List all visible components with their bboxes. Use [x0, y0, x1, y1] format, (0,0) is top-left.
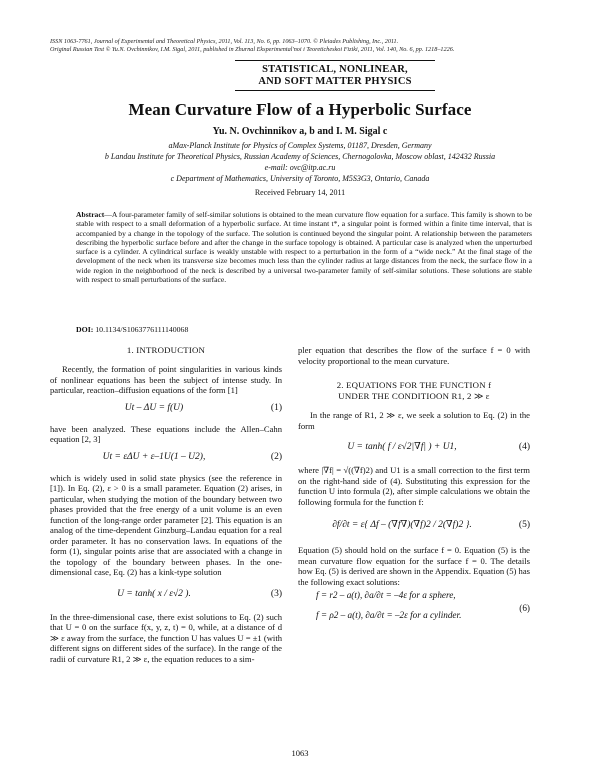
section-title-equations-line-1: 2. EQUATIONS FOR THE FUNCTION f	[336, 380, 492, 390]
page-number: 1063	[291, 748, 309, 758]
equation-2-body: Ut = εΔU + ε–1U(1 – U2),	[102, 451, 206, 462]
section-heading-line-1: STATISTICAL, NONLINEAR,	[262, 64, 408, 75]
section-title-equations	[298, 380, 530, 402]
section-title-equations-line-2: UNDER THE CONDITIOON R1, 2 ≫ ε	[338, 391, 490, 401]
equation-6-number: (6)	[519, 603, 530, 613]
received-date: Received February 14, 2011	[254, 188, 346, 197]
doi	[76, 325, 188, 334]
equation-3-body: U = tanh( x / ε√2 ).	[117, 588, 191, 599]
equation-4	[298, 434, 530, 462]
intro-paragraph-3: which is widely used in solid state physics (see the reference in [1]). In Eq. (2), ε > 0 is a small parameter. Equation (2) arises, in particular, when studying the motion of the boundary between two phases provided that the free energy of a unit volume is an even function of the long-range order parameter [2]. This equation is an analog of the time-dependent Ginzburg–Landau equation for a real order parameter. It has no conservation laws. In equations of the form (1), singular points arise that are associated with a change in the topology of the boundary between phases. In the one-dimensional case, Eq. (2) has a kink-type solution	[50, 472, 282, 577]
equation-6	[298, 587, 530, 631]
section-heading-rule-bottom	[235, 90, 435, 91]
section-heading	[205, 60, 465, 91]
equation-6-cylinder	[298, 607, 530, 627]
equation-5	[298, 510, 530, 542]
left-column	[50, 345, 282, 664]
right-column	[298, 345, 530, 631]
paper-title: Mean Curvature Flow of a Hyperbolic Surface	[128, 100, 472, 119]
intro-paragraph-1: Recently, the formation of point singularities in various kinds of nonlinear equations has been the subject of intense study. In particular, reaction–diffusion equations of the form [1]	[50, 364, 282, 395]
journal-header-line-2: Original Russian Text © Yu.N. Ovchinnikov, I.M. Sigal, 2011, published in Zhurnal Eksperimental'noi i Teoreticheskoi Fiziki, 2011, Vol. 140, No. 6, pp. 1218–1226.	[50, 46, 455, 53]
equation-5-body: ∂f/∂t = ε{ Δf – (∇f∇)(∇f)2 / 2(∇f)2 }.	[332, 520, 472, 530]
intro-paragraph-2: have been analyzed. These equations include the Allen–Cahn equation [2, 3]	[50, 423, 282, 444]
abstract-text: —A four-parameter family of self-similar solutions is obtained to the mean curvature flow equation for a surface. This family is shown to be stable with respect to a small deformation of a hyperbolic surface. At time instant t*, a singular point is formed within a finite time interval, that is accompanied by a change in the topology of the surface. The solution is continued beyond the singular point. A relationship between the parameters describing the hyperbolic surface before and after the change in the surface topology is obtained. A particular case is analyzed when the unperturbed surface is a cylinder. A cylindrical surface is weakly unstable with respect to a perturbation in the form of a “wide neck.” At the final stage of the development of the neck when its transverse size becomes much less than the cylinder radius at large distances from the neck, the surface flow in a wide region in the neighborhood of the neck is described by a universal two-parameter family of self-similar solutions. These solutions are stable with respect to small perturbations of the surface.	[76, 210, 532, 285]
affiliation-b: b Landau Institute for Theoretical Physics, Russian Academy of Sciences, Chernogolovka, Moscow oblast, 142432 Russia	[104, 152, 496, 161]
equation-4-number: (4)	[518, 442, 530, 452]
equation-6b-body: f = ρ2 – a(t), ∂a/∂t = –2ε for a cylinder.	[316, 610, 462, 620]
journal-header	[50, 38, 560, 54]
equation-1-body: Ut – ΔU = f(U)	[124, 402, 184, 413]
affiliation-a: aMax-Planck Institute for Physics of Complex Systems, 01187, Dresden, Germany	[168, 141, 432, 150]
equation-3-number: (3)	[270, 588, 282, 599]
doi-value: 10.1134/S1063776111140068	[95, 325, 189, 334]
equation-4-body: U = tanh( f / ε√2|∇f| ) + U1,	[347, 442, 457, 452]
section-heading-line-2: AND SOFT MATTER PHYSICS	[258, 76, 412, 87]
equation-1-number: (1)	[270, 402, 282, 413]
equation-2-number: (2)	[270, 451, 282, 462]
intro-paragraph-4: In the three-dimensional case, there exist solutions to Eq. (2) such that U = 0 on the surface f(x, y, z, t) = 0, while, at a distance of d ≫ ε away from the surface, the function U has values U = ±1 (with different signs on different sides of the surface). In the range of the radii of curvature R1, 2 ≫ ε, the equation reduces to a sim-	[50, 611, 282, 664]
abstract	[76, 210, 532, 284]
right-paragraph-1: In the range of R1, 2 ≫ ε, we seek a solution to Eq. (2) in the form	[298, 410, 530, 431]
right-paragraph-3: Equation (5) should hold on the surface f = 0. Equation (5) is the mean curvature flow equation for the surface f = 0. The details how Eq. (5) is derived are shown in the Appendix. Equation (5) has the following exact solutions:	[298, 545, 530, 587]
affiliation-email: e-mail: ovc@itp.ac.ru	[264, 163, 336, 172]
abstract-label: Abstract	[76, 210, 105, 219]
journal-header-line-1: ISSN 1063-7761, Journal of Experimental and Theoretical Physics, 2011, Vol. 113, No. 6, pp. 1063–1070. © Pleiades Publishing, Inc., 2011.	[50, 38, 399, 45]
affiliation-c: c Department of Mathematics, University of Toronto, M5S3G3, Ontario, Canada	[170, 174, 430, 183]
right-paragraph-2: where |∇f| = √((∇f)2) and U1 is a small correction to the first term on the right-hand side of (4). Substituting this expression for the function U into formula (2), after simple calculations we obtain the following formula for the function f:	[298, 465, 530, 507]
paper-authors: Yu. N. Ovchinnikov a, b and I. M. Sigal c	[212, 126, 388, 137]
equation-1	[50, 399, 282, 421]
section-title-introduction: 1. INTRODUCTION	[126, 345, 206, 355]
equation-3	[50, 581, 282, 609]
equation-5-number: (5)	[518, 520, 530, 530]
equation-6-sphere	[298, 587, 530, 607]
doi-label: DOI:	[76, 325, 94, 334]
equation-2	[50, 448, 282, 470]
right-paragraph-0: pler equation that describes the flow of the surface f = 0 with velocity proportional to the mean curvature.	[298, 345, 530, 366]
section-heading-rule-top	[235, 60, 435, 61]
equation-6a-body: f = r2 – a(t), ∂a/∂t = –4ε for a sphere,	[316, 590, 456, 600]
